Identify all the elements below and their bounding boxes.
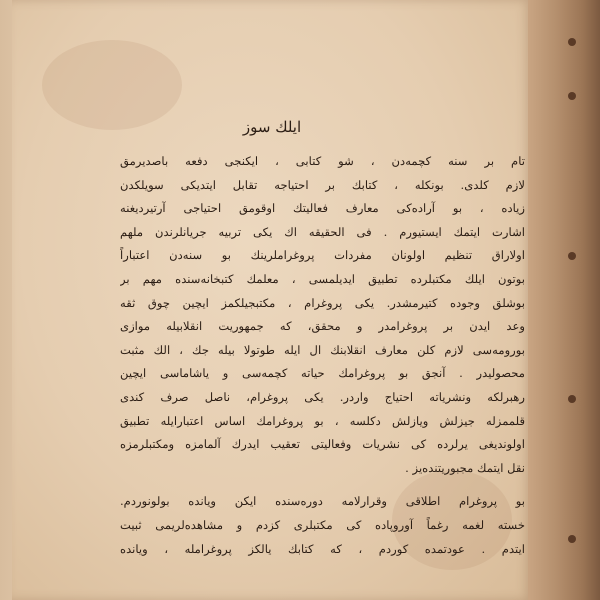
book-spine bbox=[528, 0, 600, 600]
binding-stitch-icon bbox=[568, 38, 576, 46]
paragraph-2-line: خسته لغمه رغماً آوروپاده کی مکتبلری کزدم و مشاهدەلریمی ثبیت bbox=[120, 517, 525, 532]
paragraph-1-line: زیاده ، بو آرادەکی معارف فعالیتك اوقومق احتیاجی آرتیردیغنه bbox=[120, 201, 525, 216]
binding-stitch-icon bbox=[568, 92, 576, 100]
paragraph-1-line: وعد ایدن بر پروغرامدر و محقق، که جمهوریت انقلابیله موازی bbox=[120, 319, 525, 334]
paragraph-1-line: لازم کلدی. بونکله ، کتابك بر احتیاجه تقابل ایتدیکی سویلکدن bbox=[120, 177, 525, 192]
paragraph-2-line: بو پروغرام اطلاقی وقرارلامه دورەسنده ایکن ویاندە بولونوردم. bbox=[120, 494, 525, 509]
paragraph-1-line: رهبرلکه ونشریاته احتیاج واردر. یکی پروغرام، ناصل صرف کندی bbox=[120, 389, 525, 404]
paragraph-gap bbox=[120, 480, 525, 490]
paragraph-1-line: بوتون ایلك مکتبلرده تطبیق ایدیلمسی ، معلمك کتبخانەسندە مهم بر bbox=[120, 271, 525, 286]
binding-stitch-icon bbox=[568, 535, 576, 543]
paragraph-1-line: اولوندیغی یرلرده کی نشریات وفعالیتی تعقیب ایدرك آلمامزه ومکتبلرمزه bbox=[120, 437, 525, 452]
book-page bbox=[12, 0, 532, 600]
page-stain bbox=[42, 40, 182, 130]
body-text bbox=[120, 150, 525, 561]
paragraph-2-line: ایتدم . عودتمده کوردم ، که کتابك یالکز پروغراملە ، ویاندە bbox=[120, 541, 525, 556]
paragraph-1-line: تام بر سنه کچمەدن ، شو کتابی ، ایکنجی دفعه باصدیرمق bbox=[120, 154, 525, 168]
binding-stitch-icon bbox=[568, 395, 576, 403]
paragraph-1-line: بوشلق وجوده کتیرمشدر. یکی پروغرام ، مکتبجیلکمز ایچین چوق ثقه bbox=[120, 295, 525, 310]
page-heading: ایلك سوز bbox=[242, 118, 302, 136]
paragraph-1-line: نقل ایتمك مجبوریتندەیز . bbox=[405, 460, 525, 475]
paragraph-1-line: اولاراق تنظیم اولونان مفردات پروغراملرینك بو سنەدن اعتباراً bbox=[120, 248, 525, 263]
binding-stitch-icon bbox=[568, 252, 576, 260]
paragraph-1-line: بورومەسی لازم کلن معارف انقلابنك ال ایله طوتولا بیله جك ، الك مثبت bbox=[120, 342, 525, 357]
paragraph-1-line: قلممزله جیزلش ویازلش دکلسه ، بو پروغرامك اساس اعتبارایله تطبیق bbox=[120, 413, 525, 428]
paragraph-1-line: محصولیدر . آنجق بو پروغرامك حیاته کچمەسی و یاشاماسی ایچین bbox=[120, 366, 525, 381]
paragraph-1-line: اشارت ایتمك ایستیورم . فی الحقیقه اك یکی تربیه جریانلرندن ملهم bbox=[120, 224, 525, 239]
